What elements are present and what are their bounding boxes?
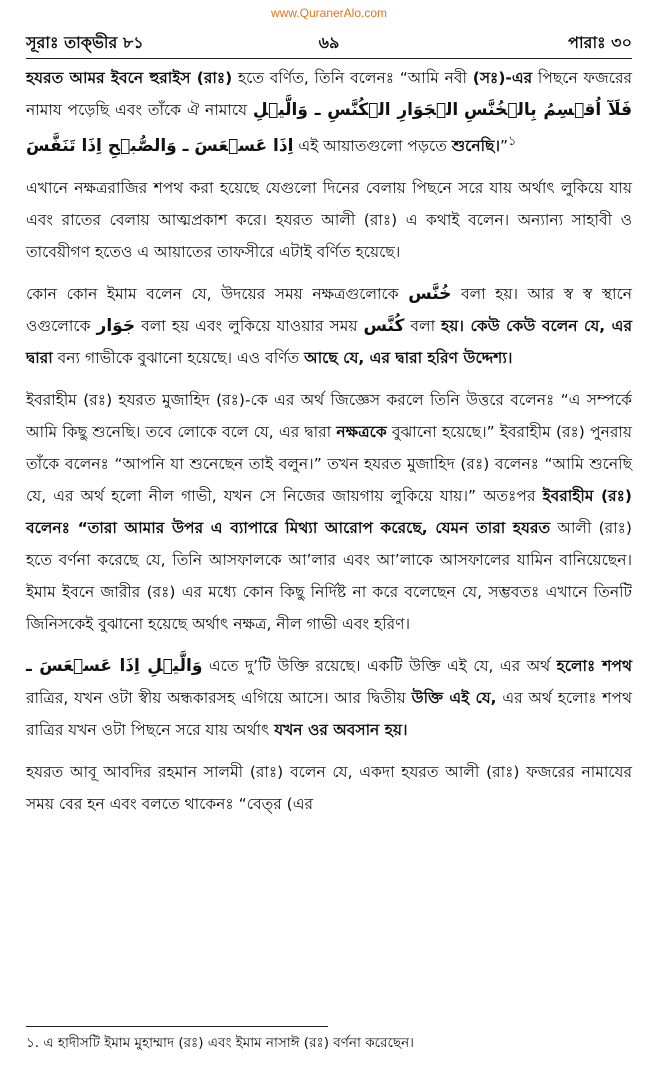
text-run: এতে দু’টি উক্তি রয়েছে। একটি উক্তি এই যে, এর অর্থ xyxy=(202,657,557,676)
text-run: পিছনে ফজরের নামায পড়েছি এবং তাঁকে ঐ নামাযে xyxy=(26,69,632,119)
arabic-verse: الۡجَوَارِ الۡكُنَّسِ ـ وَالَّيۡلِ اِذَا عَسۡعَسَ ـ وَالصُّبۡحِ اِذَا تَنَفَّسَ xyxy=(26,100,459,157)
text-bold: হযরত আমর ইবনে হুরাইস (রাঃ) xyxy=(26,69,233,87)
text-run: বন্য গাভীকে বুঝানো হয়েছে। এও বর্ণিত xyxy=(52,349,305,368)
text-bold: আছে যে, এর দ্বারা হরিণ উদ্দেশ্য। xyxy=(304,349,513,368)
arabic-verse: فَلَآ اُقۡسِمُ بِالۡخُنَّسِ xyxy=(464,100,632,120)
page-header xyxy=(26,30,632,56)
text-run: হতে বর্ণিত, তিনি বলেনঃ “আমি নবী xyxy=(232,69,473,87)
text-bold: উক্তি এই যে, xyxy=(411,689,497,708)
paragraph-6: হযরত আবূ আবদির রহমান সালমী (রাঃ) বলেন যে, একদা হযরত আলী (রাঃ) ফজরের নামাযের সময় বের হন এবং বলতে থাকেনঃ “বেত্‌র (এর xyxy=(26,763,632,814)
text-run: রাত্রির, যখন ওটা স্বীয় অন্ধকারসহ এগিয়ে আসে। আর দ্বিতীয় xyxy=(26,689,412,708)
arabic-verse: وَالَّيۡلِ اِذَا عَسۡعَسَ ـ xyxy=(26,656,203,677)
text-run: এই আয়াতগুলো পড়তে xyxy=(293,137,452,156)
page-body xyxy=(26,62,632,830)
arabic-word: كُنَّس xyxy=(363,316,405,337)
arabic-word: جَوَار xyxy=(96,316,136,337)
text-run: বলা হয় এবং লুকিয়ে যাওয়ার সময় xyxy=(135,317,364,336)
footnote-marker: ১ xyxy=(508,134,517,149)
text-run: বলা হয়। আর স্ব স্ব স্থানে ওগুলোকে xyxy=(26,285,632,336)
paragraph-1 xyxy=(26,62,632,162)
text-bold: হয়। কেউ কেউ বলেন যে, এর দ্বারা xyxy=(26,317,632,368)
text-run: বুঝানো হয়েছে।” ইবরাহীম (রঃ) পুনরায় তাঁকে বলেনঃ “আপনি যা শুনেছেন তাই বলুন।” তখন হযরত মুজাহিদ (রঃ) বলেনঃ “আমি শুনেছি যে, এর অর্থ হলো নীল গাভী, যখন সে নিজের জায়গায় লুকিয়ে যায়।” অতঃপর xyxy=(26,423,632,506)
text-bold: ইবরাহীম (রঃ) বলেনঃ “তারা আমার উপর এ ব্যাপারে মিথ্যা আরোপ করেছে, যেমন তারা হযরত xyxy=(26,487,632,538)
text-run: আলী (রাঃ) হতে বর্ণনা করেছে যে, তিনি আসফালকে আ’লার এবং আ’লাকে আসফালের যামিন বানিয়েছেন। ইমাম ইবনে জারীর (রঃ) এর মধ্যে কোন কিছু নির্দিষ্ট না করে বলেছেন যে, সম্ভবতঃ এখানে তিনটি জিনিসকেই বুঝানো হয়েছে অর্থাৎ নক্ষত্র, নীল গাভী এবং হরিণ। xyxy=(26,519,632,634)
text-bold: শুনেছি। xyxy=(451,137,500,156)
text-run: -কে এর অর্থ জিজ্ঞেস করলে তিনি উত্তরে বলেনঃ “এ সম্পর্কে আমি কিছু শুনেছি। তবে লোকে বলে যে, এর দ্বারা xyxy=(26,391,632,442)
text-run: বলা xyxy=(404,317,442,336)
text-bold: (সঃ)-এর xyxy=(472,69,533,87)
text-bold: নক্ষত্রকে xyxy=(336,423,387,442)
paragraph-4 xyxy=(26,384,632,640)
footnote-divider xyxy=(26,1026,328,1027)
text-bold: হলোঃ শপথ xyxy=(556,657,632,676)
footnote: ১. এ হাদীসটি ইমাম মুহাম্মাদ (রঃ) এবং ইমাম নাসাঈ (রঃ) বর্ণনা করেছেন। xyxy=(26,1035,414,1051)
paragraph-3 xyxy=(26,278,632,374)
text-bold: যখন ওর অবসান হয়। xyxy=(274,721,408,740)
watermark: www.QuranerAlo.com xyxy=(270,6,388,20)
paragraph-2: এখানে নক্ষত্ররাজির শপথ করা হয়েছে যেগুলো দিনের বেলায় পিছনে সরে যায় অর্থাৎ লুকিয়ে যায় এবং রাতের বেলায় আত্মপ্রকাশ করে। হযরত আলী (রাঃ) এ কথাই বলেন। অন্যান্য সাহাবী ও তাবেয়ীগণ হতেও এ আয়াতের তাফসীরে এটাই বর্ণিত হয়েছে। xyxy=(26,179,632,262)
header-divider xyxy=(26,58,632,59)
text-run: কোন কোন ইমাম বলেন যে, উদয়ের সময় নক্ষত্রগুলোকে xyxy=(26,285,409,304)
page-number: ৬৯ xyxy=(318,33,340,52)
text-run: ” xyxy=(500,137,509,156)
paragraph-5 xyxy=(26,650,632,746)
para-label: পারাঃ ৩০ xyxy=(568,33,632,52)
arabic-word: خُنَّس xyxy=(408,284,452,305)
surah-label: সূরাঃ তাক্‌ভীর ৮১ xyxy=(26,33,144,52)
text-run: এর অর্থ হলোঃ শপথ রাত্রির যখন ওটা পিছনে সরে যায় অর্থাৎ xyxy=(26,689,632,740)
text-run: ইবরাহীম (রঃ) হযরত মুজাহিদ (রঃ) xyxy=(26,391,245,410)
